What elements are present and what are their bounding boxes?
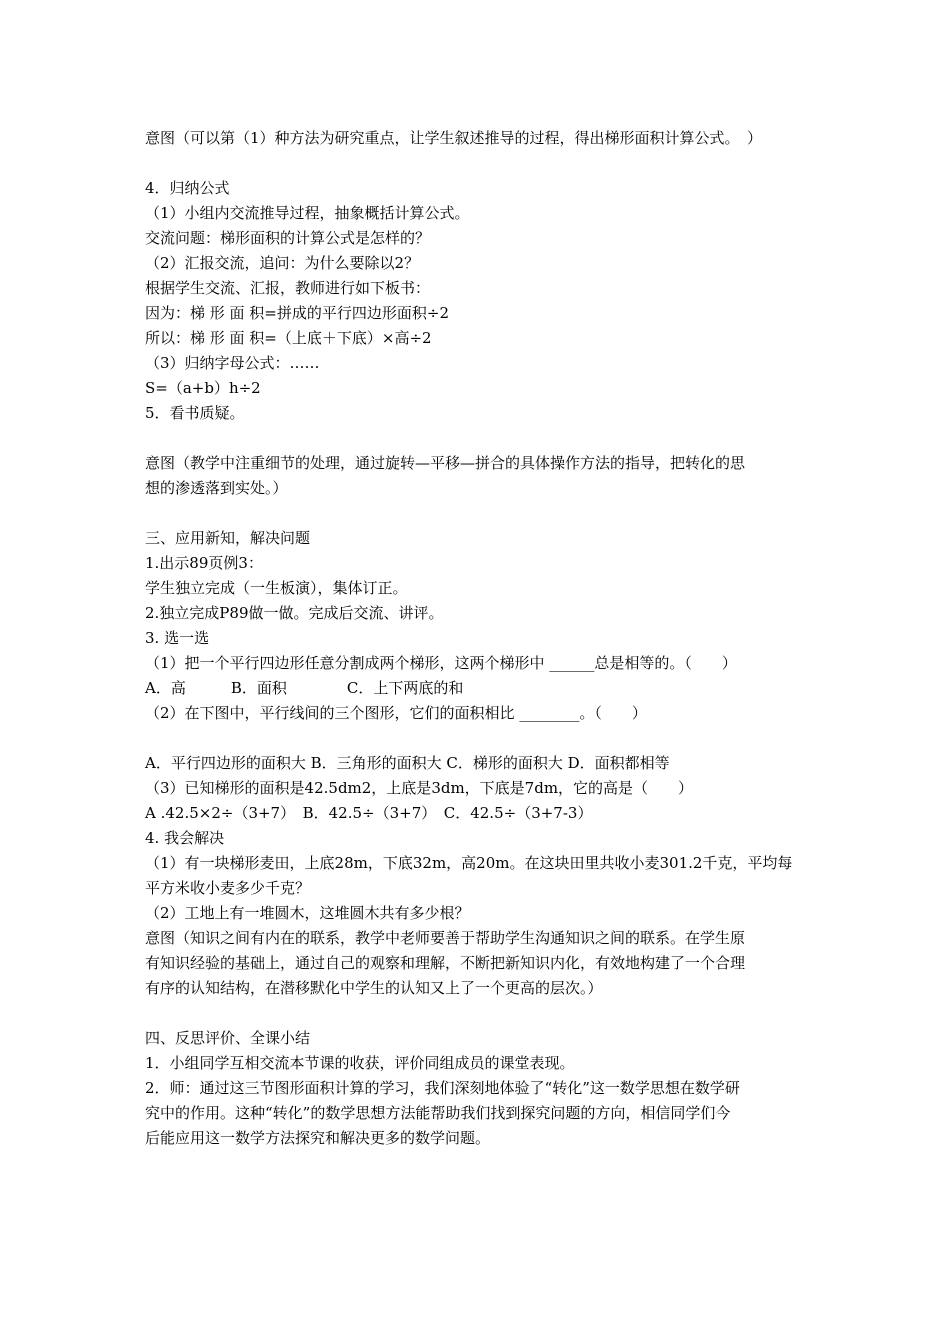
reflect-item-1: 1．小组同学互相交流本节课的收获，评价同组成员的课堂表现。 [145, 1054, 575, 1072]
section-heading-induce-formula: 4．归纳公式 [145, 179, 230, 197]
intent-paragraph-3-line-1: 意图（知识之间有内在的联系，教学中老师要善于帮助学生沟通知识之间的联系。在学生原 [145, 929, 746, 947]
reflect-item-2-line-2: 究中的作用。这种“转化”的数学思想方法能帮助我们找到探究问题的方向，相信同学们今 [145, 1104, 731, 1122]
intent-paragraph-2-line-1: 意图（教学中注重细节的处理，通过旋转—平移—拼合的具体操作方法的指导，把转化的思 [145, 454, 746, 472]
section-heading-reflect: 四、反思评价、全课小结 [145, 1029, 311, 1047]
reflect-item-2-line-1: 2．师：通过这三节图形面积计算的学习，我们深刻地体验了“转化”这一数学思想在数学研 [145, 1079, 740, 1097]
choice-question-1: （1）把一个平行四边形任意分割成两个梯形，这两个梯形中 ______总是相等的。（ ） [145, 654, 737, 672]
section-heading-apply: 三、应用新知，解决问题 [145, 529, 311, 547]
practice-p89-line: 2.独立完成P89做一做。完成后交流、讲评。 [145, 604, 444, 622]
discussion-question: 交流问题：梯形面积的计算公式是怎样的？ [145, 229, 431, 247]
step-letter-formula: （3）归纳字母公式：…… [145, 354, 320, 372]
step-report-exchange: （2）汇报交流，追问：为什么要除以2？ [145, 254, 420, 272]
step-read-book: 5．看书质疑。 [145, 404, 245, 422]
solve-problem-2: （2）工地上有一堆圆木，这堆圆木共有多少根？ [145, 904, 470, 922]
intent-paragraph-3-line-2: 有知识经验的基础上，通过自己的观察和理解，不断把新知识内化，有效地构建了一个合理 [145, 954, 746, 972]
board-because-line: 因为：梯 形 面 积=拼成的平行四边形面积÷2 [145, 304, 449, 322]
intent-paragraph-1: 意图（可以第（1）种方法为研究重点，让学生叙述推导的过程，得出梯形面积计算公式。 ） [145, 129, 763, 147]
choice-options-3: A .42.5×2÷（3+7） B．42.5÷（3+7） C．42.5÷（3+7-3） [145, 804, 593, 822]
intent-paragraph-2-line-2: 想的渗透落到实处。） [145, 479, 288, 497]
choice-options-2: A．平行四边形的面积大 B．三角形的面积大 C．梯形的面积大 D．面积都相等 [145, 754, 670, 772]
choice-question-3: （3）已知梯形的面积是42.5dm2，上底是3dm，下底是7dm，它的高是（ ） [145, 779, 694, 797]
choice-options-1: A．高 B．面积 C．上下两底的和 [145, 679, 464, 697]
step-group-discussion: （1）小组内交流推导过程，抽象概括计算公式。 [145, 204, 470, 222]
independent-work-line: 学生独立完成（一生板演），集体订正。 [145, 579, 408, 597]
solve-problem-1-line-1: （1）有一块梯形麦田，上底28m，下底32m，高20m。在这块田里共收小麦301.2千克，平均每 [145, 854, 793, 872]
intent-paragraph-3-line-3: 有序的认知结构，在潜移默化中学生的认知又上了一个更高的层次。） [145, 979, 603, 997]
solve-heading: 4. 我会解决 [145, 829, 225, 847]
choose-heading: 3. 选一选 [145, 629, 210, 647]
board-therefore-line: 所以：梯 形 面 积=（上底＋下底）×高÷2 [145, 329, 432, 347]
example-3-line: 1.出示89页例3： [145, 554, 263, 572]
area-formula: S=（a+b）h÷2 [145, 379, 261, 397]
board-writing-intro: 根据学生交流、汇报，教师进行如下板书： [145, 279, 431, 297]
reflect-item-2-line-3: 后能应用这一数学方法探究和解决更多的数学问题。 [145, 1129, 491, 1147]
choice-question-2: （2）在下图中，平行线间的三个图形，它们的面积相比 ________。（ ） [145, 704, 647, 722]
solve-problem-1-line-2: 平方米收小麦多少千克？ [145, 879, 311, 897]
